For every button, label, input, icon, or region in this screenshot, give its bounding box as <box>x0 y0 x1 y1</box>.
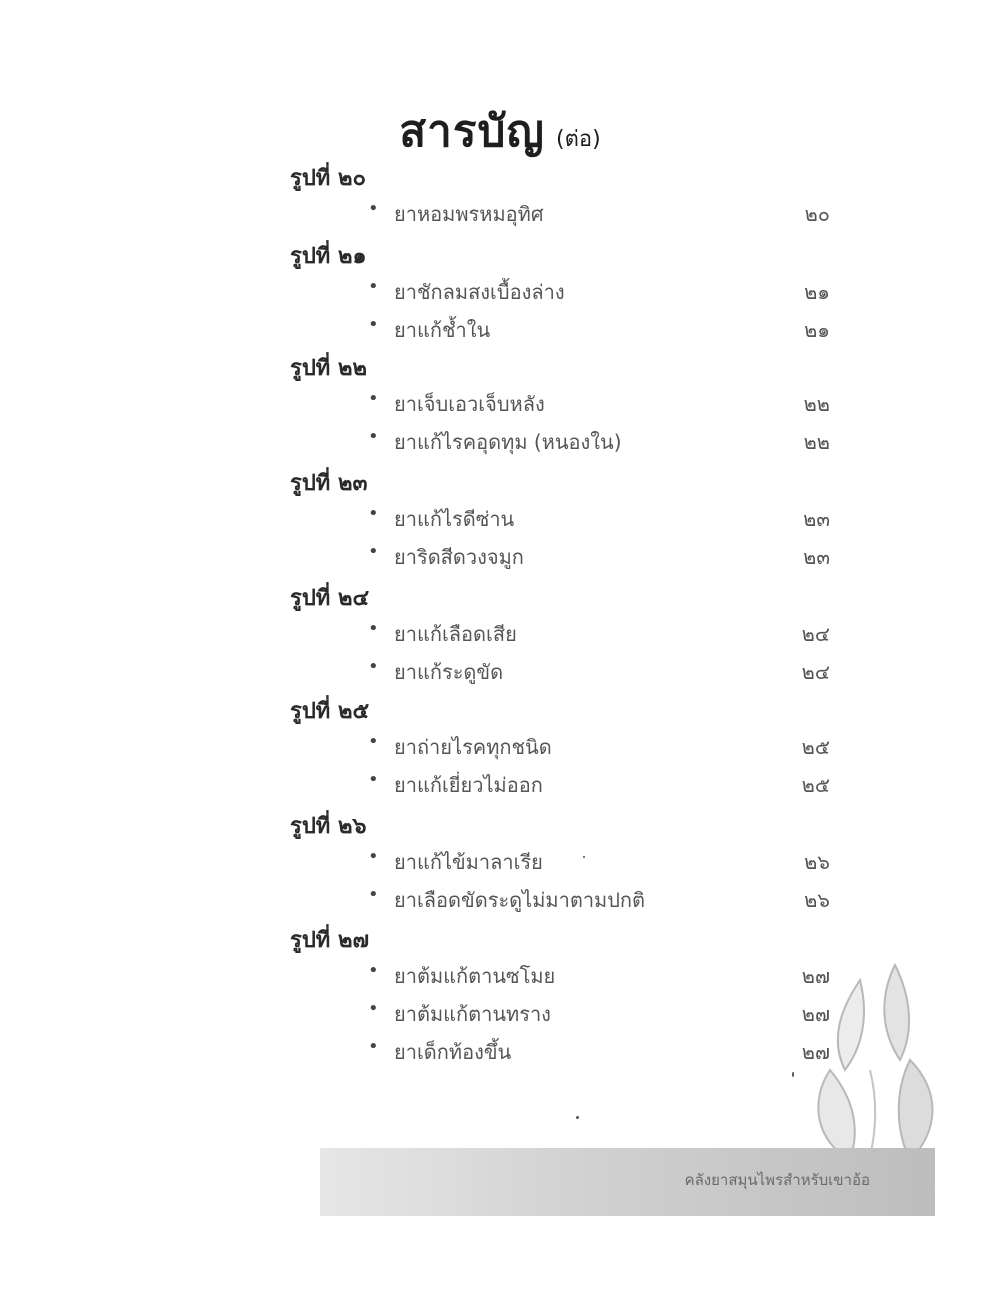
toc-entry <box>368 846 830 876</box>
toc-entry <box>368 426 830 456</box>
toc-entry-page-number: ๒๑ <box>804 318 830 342</box>
toc-entry-page-number: ๒๒ <box>803 392 830 416</box>
toc-entry <box>368 769 830 799</box>
title-subtitle: (ต่อ) <box>556 127 601 152</box>
toc-entry-label: ยาถ่ายไรคทุกชนิด <box>394 735 552 759</box>
toc-entry <box>368 1036 830 1066</box>
section-heading: รูปที่ ๒๗ <box>290 928 369 953</box>
toc-entry <box>368 656 830 686</box>
title-main: สารบัญ <box>399 106 545 157</box>
bullet-icon: • <box>368 426 379 447</box>
toc-entry-page-number: ๒๔ <box>801 622 830 646</box>
bullet-icon: • <box>368 731 379 752</box>
toc-entry <box>368 198 830 228</box>
toc-entry-page-number: ๒๗ <box>801 964 830 988</box>
toc-entry-label: ยาแก้ไข้มาลาเรีย <box>394 850 543 874</box>
toc-entry-page-number: ๒๖ <box>804 850 830 874</box>
toc-entry-label: ยาชักลมสงเบื้องล่าง <box>394 280 565 304</box>
toc-entry-page-number: ๒๕ <box>801 735 830 759</box>
footer-book-title: คลังยาสมุนไพรสำหรับเขาอ้อ <box>684 1171 870 1189</box>
section-heading: รูปที่ ๒๖ <box>290 814 367 839</box>
toc-entry-label: ยาเลือดขัดระดูไม่มาตามปกติ <box>394 888 646 912</box>
toc-entry <box>368 314 830 344</box>
toc-entry-label: ยาแก้ช้ำใน <box>394 318 491 342</box>
scan-speck <box>576 1116 579 1119</box>
bullet-icon: • <box>368 276 379 297</box>
toc-entry <box>368 503 830 533</box>
toc-entry-label: ยาแก้ไรดีซ่าน <box>394 507 515 531</box>
toc-entry-label: ยาหอมพรหมอุทิศ <box>394 202 544 226</box>
bullet-icon: • <box>368 884 379 905</box>
bullet-icon: • <box>368 314 379 335</box>
toc-entry <box>368 960 830 990</box>
toc-entry <box>368 998 830 1028</box>
toc-entry-label: ยาเจ็บเอวเจ็บหลัง <box>394 392 545 416</box>
toc-entry-label: ยาแก้ไรคอุดทุม (หนองใน) <box>394 430 622 454</box>
bullet-icon: • <box>368 656 379 677</box>
toc-entry <box>368 388 830 418</box>
toc-entry <box>368 618 830 648</box>
toc-entry <box>368 541 830 571</box>
toc-entry-label: ยาต้มแก้ตานซโมย <box>394 964 556 988</box>
bullet-icon: • <box>368 769 379 790</box>
bullet-icon: • <box>368 1036 379 1057</box>
toc-entry-page-number: ๒๒ <box>803 430 830 454</box>
toc-entry <box>368 884 830 914</box>
toc-entry-label: ยาแก้ระดูขัด <box>394 660 504 684</box>
toc-entry-page-number: ๒๕ <box>801 773 830 797</box>
toc-entry-page-number: ๒๐ <box>804 202 830 226</box>
bullet-icon: • <box>368 198 379 219</box>
toc-entry-page-number: ๒๑ <box>804 280 830 304</box>
toc-entry-page-number: ๒๓ <box>803 545 830 569</box>
section-heading: รูปที่ ๒๐ <box>290 166 366 191</box>
section-heading: รูปที่ ๒๒ <box>290 356 367 381</box>
toc-entry-label: ยาแก้เลือดเสีย <box>394 622 517 646</box>
toc-entry-label: ยาต้มแก้ตานทราง <box>394 1002 551 1026</box>
bullet-icon: • <box>368 541 379 562</box>
bullet-icon: • <box>368 960 379 981</box>
toc-entry-label: ยาริดสีดวงจมูก <box>394 545 524 569</box>
scan-speck <box>583 856 585 858</box>
section-heading: รูปที่ ๒๓ <box>290 471 368 496</box>
section-heading: รูปที่ ๒๑ <box>290 244 367 269</box>
toc-entry-page-number: ๒๔ <box>801 660 830 684</box>
toc-entry <box>368 276 830 306</box>
toc-entry-page-number: ๒๗ <box>801 1040 830 1064</box>
toc-entry-label: ยาแก้เยี่ยวไม่ออก <box>394 773 543 797</box>
section-heading: รูปที่ ๒๔ <box>290 586 370 611</box>
toc-entry-page-number: ๒๗ <box>801 1002 830 1026</box>
section-heading: รูปที่ ๒๕ <box>290 699 370 724</box>
bullet-icon: • <box>368 503 379 524</box>
toc-entry <box>368 731 830 761</box>
bullet-icon: • <box>368 388 379 409</box>
bullet-icon: • <box>368 846 379 867</box>
bullet-icon: • <box>368 618 379 639</box>
bullet-icon: • <box>368 998 379 1019</box>
toc-entry-page-number: ๒๖ <box>804 888 830 912</box>
scan-speck <box>792 1072 794 1077</box>
toc-entry-page-number: ๒๓ <box>803 507 830 531</box>
toc-entry-label: ยาเด็กท้องขึ้น <box>394 1040 512 1064</box>
